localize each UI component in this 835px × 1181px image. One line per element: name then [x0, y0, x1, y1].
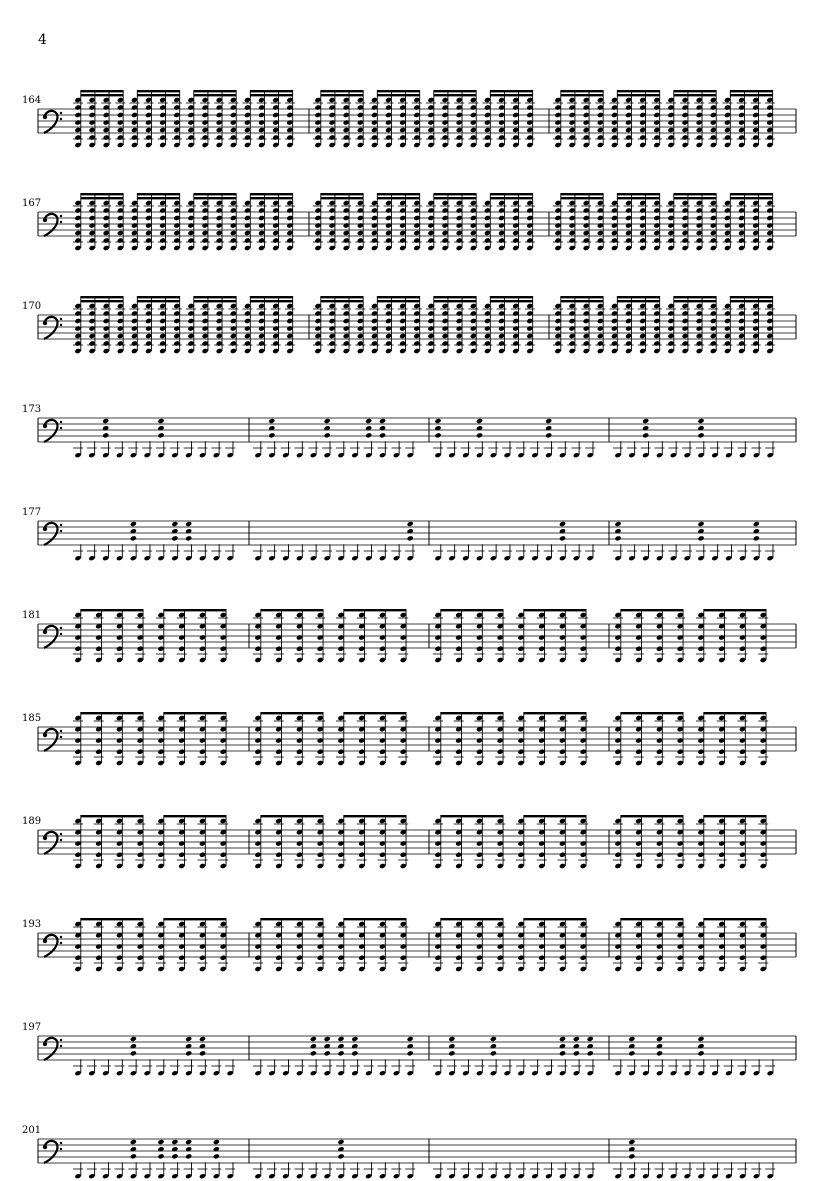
notehead: [545, 418, 552, 424]
notehead: [490, 1036, 497, 1042]
beam: [81, 815, 143, 817]
beam: [617, 193, 659, 195]
beam: [704, 815, 766, 817]
notehead: [628, 1139, 635, 1145]
beam: [434, 300, 476, 302]
beam: [490, 94, 532, 96]
notehead: [628, 1153, 635, 1159]
beam: [344, 712, 406, 714]
bass-clef-icon: [43, 523, 62, 545]
notehead: [559, 1050, 566, 1056]
bass-clef-icon: [43, 935, 62, 957]
beam: [321, 90, 363, 92]
notehead: [157, 432, 164, 438]
beam: [704, 918, 766, 920]
notehead: [185, 535, 192, 541]
notehead: [268, 432, 275, 438]
beam: [81, 918, 143, 920]
notehead: [310, 1050, 317, 1056]
beam: [730, 197, 772, 199]
beam: [730, 300, 772, 302]
notehead: [628, 1050, 635, 1056]
beam: [434, 94, 476, 96]
notehead: [642, 418, 649, 424]
beam: [377, 300, 419, 302]
notehead: [310, 1036, 317, 1042]
beam: [730, 193, 772, 195]
staff-system: [22, 712, 796, 766]
notehead: [130, 1139, 137, 1145]
notehead: [130, 1036, 137, 1042]
beam: [194, 90, 236, 92]
notehead: [365, 432, 372, 438]
beam: [441, 815, 503, 817]
notehead: [697, 535, 704, 541]
notehead: [337, 1139, 344, 1145]
staff-system: [22, 404, 796, 458]
bass-clef-icon: [43, 111, 62, 133]
beam: [674, 90, 716, 92]
notehead: [614, 535, 621, 541]
beam: [137, 197, 179, 199]
notehead: [130, 1153, 137, 1159]
notehead: [448, 1050, 455, 1056]
beam: [137, 90, 179, 92]
beam: [261, 609, 323, 611]
notehead: [476, 418, 483, 424]
bass-clef-icon: [43, 420, 62, 442]
notehead: [407, 535, 414, 541]
notehead: [157, 1153, 164, 1159]
beam: [674, 197, 716, 199]
beam: [81, 609, 143, 611]
beam: [490, 90, 532, 92]
notehead: [379, 418, 386, 424]
beam: [524, 918, 586, 920]
beam: [674, 94, 716, 96]
notehead: [185, 1153, 192, 1159]
beam: [674, 300, 716, 302]
beam: [261, 712, 323, 714]
beam: [621, 609, 683, 611]
beam: [377, 197, 419, 199]
beam: [250, 197, 292, 199]
notehead: [614, 521, 621, 527]
measure-number: 197: [22, 1022, 42, 1033]
notehead: [379, 432, 386, 438]
notehead: [185, 1036, 192, 1042]
staff-system: [22, 918, 796, 972]
staff-system: [22, 90, 796, 148]
beam: [250, 296, 292, 298]
notehead: [587, 1036, 594, 1042]
beam: [561, 94, 603, 96]
measure-number: 189: [22, 816, 42, 827]
notehead: [199, 1050, 206, 1056]
beam: [490, 193, 532, 195]
notehead: [434, 418, 441, 424]
beam: [674, 193, 716, 195]
beam: [617, 300, 659, 302]
notehead: [171, 535, 178, 541]
staff-system: [22, 1125, 796, 1179]
notehead: [559, 521, 566, 527]
beam: [137, 193, 179, 195]
notehead: [407, 1050, 414, 1056]
beam: [81, 90, 123, 92]
beam: [321, 193, 363, 195]
notehead: [213, 1139, 220, 1145]
bass-clef-icon: [43, 317, 62, 339]
notehead: [351, 1050, 358, 1056]
notehead: [324, 1036, 331, 1042]
notehead: [642, 432, 649, 438]
notehead: [476, 432, 483, 438]
notehead: [324, 418, 331, 424]
bass-clef-icon: [43, 626, 62, 648]
beam: [561, 197, 603, 199]
notehead: [490, 1050, 497, 1056]
notehead: [185, 1139, 192, 1145]
bass-clef-icon: [43, 214, 62, 236]
notehead: [337, 1153, 344, 1159]
beam: [194, 94, 236, 96]
beam: [621, 918, 683, 920]
notehead: [434, 432, 441, 438]
beam: [674, 296, 716, 298]
page-number: 4: [38, 32, 47, 48]
notehead: [753, 521, 760, 527]
beam: [434, 90, 476, 92]
beam: [434, 197, 476, 199]
beam: [704, 609, 766, 611]
measure-number: 193: [22, 919, 42, 930]
staff-system: [22, 815, 796, 869]
beam: [164, 918, 226, 920]
notehead: [587, 1050, 594, 1056]
measure-number: 181: [22, 610, 42, 621]
beam: [377, 193, 419, 195]
notehead: [697, 521, 704, 527]
beam: [194, 197, 236, 199]
beam: [561, 193, 603, 195]
beam: [524, 815, 586, 817]
notehead: [102, 418, 109, 424]
beam: [377, 90, 419, 92]
beam: [194, 300, 236, 302]
notehead: [559, 535, 566, 541]
bass-clef-icon: [43, 832, 62, 854]
beam: [561, 90, 603, 92]
beam: [164, 815, 226, 817]
beam: [617, 94, 659, 96]
beam: [730, 90, 772, 92]
notehead: [130, 1050, 137, 1056]
beam: [621, 712, 683, 714]
beam: [321, 300, 363, 302]
beam: [81, 94, 123, 96]
beam: [377, 296, 419, 298]
beam: [137, 300, 179, 302]
beam: [441, 712, 503, 714]
beam: [81, 300, 123, 302]
notehead: [448, 1036, 455, 1042]
beam: [704, 712, 766, 714]
notehead: [185, 1050, 192, 1056]
beam: [194, 296, 236, 298]
beam: [377, 94, 419, 96]
notehead: [102, 432, 109, 438]
beam: [621, 815, 683, 817]
beam: [524, 609, 586, 611]
beam: [344, 918, 406, 920]
beam: [441, 918, 503, 920]
bass-clef-icon: [43, 729, 62, 751]
measure-number: 170: [22, 301, 42, 312]
notehead: [324, 1050, 331, 1056]
staff-system: [22, 193, 796, 251]
beam: [490, 197, 532, 199]
beam: [164, 712, 226, 714]
notehead: [545, 432, 552, 438]
notehead: [337, 1050, 344, 1056]
beam: [561, 296, 603, 298]
beam: [250, 90, 292, 92]
beam: [434, 193, 476, 195]
notehead: [199, 1036, 206, 1042]
measure-number: 185: [22, 713, 42, 724]
beam: [261, 815, 323, 817]
beam: [344, 815, 406, 817]
beam: [441, 609, 503, 611]
beam: [250, 300, 292, 302]
beam: [261, 918, 323, 920]
notehead: [407, 521, 414, 527]
notehead: [753, 535, 760, 541]
notehead: [351, 1036, 358, 1042]
beam: [81, 197, 123, 199]
bass-clef-icon: [43, 1141, 62, 1163]
beam: [490, 296, 532, 298]
measure-number: 173: [22, 404, 42, 415]
notehead: [697, 432, 704, 438]
beam: [617, 90, 659, 92]
notehead: [628, 1036, 635, 1042]
notehead: [157, 1139, 164, 1145]
beam: [730, 94, 772, 96]
beam: [250, 193, 292, 195]
notehead: [171, 1153, 178, 1159]
beam: [321, 94, 363, 96]
beam: [250, 94, 292, 96]
beam: [321, 296, 363, 298]
beam: [81, 193, 123, 195]
measure-number: 201: [22, 1125, 42, 1136]
measure-number: 177: [22, 507, 42, 518]
notehead: [337, 1036, 344, 1042]
notehead: [213, 1153, 220, 1159]
notehead: [573, 1036, 580, 1042]
notehead: [171, 521, 178, 527]
measure-number: 164: [22, 95, 42, 106]
bass-clef-icon: [43, 1038, 62, 1060]
notehead: [559, 1036, 566, 1042]
beam: [434, 296, 476, 298]
notehead: [185, 521, 192, 527]
notehead: [130, 535, 137, 541]
notehead: [407, 1036, 414, 1042]
beam: [617, 197, 659, 199]
notehead: [365, 418, 372, 424]
beam: [490, 300, 532, 302]
beam: [524, 712, 586, 714]
notehead: [656, 1050, 663, 1056]
staff-system: [22, 1022, 796, 1076]
beam: [81, 712, 143, 714]
beam: [194, 193, 236, 195]
beam: [137, 94, 179, 96]
staff-system: [22, 296, 796, 354]
staff-system: [22, 609, 796, 663]
notehead: [268, 418, 275, 424]
notehead: [171, 1139, 178, 1145]
notehead: [656, 1036, 663, 1042]
beam: [164, 609, 226, 611]
notehead: [697, 1050, 704, 1056]
beam: [137, 296, 179, 298]
measure-number: 167: [22, 198, 42, 209]
notehead: [130, 521, 137, 527]
beam: [617, 296, 659, 298]
beam: [730, 296, 772, 298]
notehead: [157, 418, 164, 424]
beam: [321, 197, 363, 199]
notehead: [697, 1036, 704, 1042]
staff-system: [22, 507, 796, 561]
notehead: [573, 1050, 580, 1056]
beam: [344, 609, 406, 611]
notehead: [697, 418, 704, 424]
notehead: [324, 432, 331, 438]
beam: [81, 296, 123, 298]
beam: [561, 300, 603, 302]
